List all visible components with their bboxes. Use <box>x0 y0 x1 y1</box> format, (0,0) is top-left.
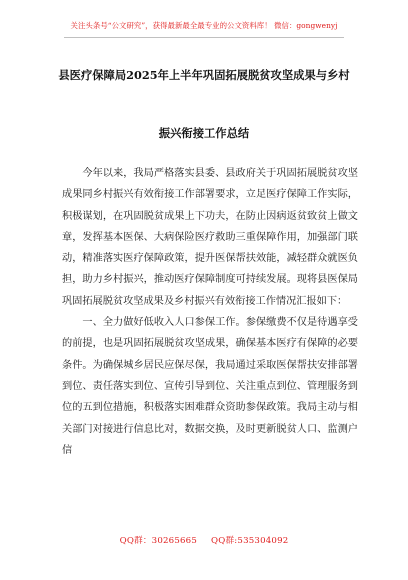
footer-qq-group-1: QQ群：30265665 <box>119 536 198 546</box>
header-divider <box>64 37 344 38</box>
footer-qq-group-2: QQ群:535304092 <box>211 536 289 546</box>
document-title-line-1: 县医疗保障局2025年上半年巩固拓展脱贫攻坚成果与乡村 <box>58 68 350 82</box>
footer-qq-groups <box>120 534 289 546</box>
header-banner: 关注头条号“公文研究”，获得最新最全最专业的公文资料库！ 微信：gongwenyj <box>70 21 338 30</box>
body-paragraph-intro: 今年以来，我局严格落实县委、县政府关于巩固拓展脱贫攻坚成果同乡村振兴有效衔接工作部署要求，立足医疗保障工作实际，积极谋划，在巩固脱贫成果上下功夫，在防止因病返贫致贫上做文章，发挥基本医保、大病保险医疗救助三重保障作用，加强部门联动，精准落实医疗保障政策，提升医保帮扶效能，减轻群众就医负担，助力乡村振兴，推动医疗保障制度可持续发展。现将县医保局巩固拓展脱贫攻坚成果及乡村振兴有效衔接工作情况汇报如下： <box>62 168 358 307</box>
document-body <box>62 163 358 461</box>
body-paragraph-section-1: 一、全力做好低收入人口参保工作。参保缴费不仅是待遇享受的前提，也是巩固拓展脱贫攻坚成果，确保基本医疗有保障的必要条件。为确保城乡居民应保尽保，我局通过采取医保帮扶安排部署到位、责任落实到位、宣传引导到位、关注重点到位、管理服务到位的五到位措施，积极落实困难群众资助参保政策。我局主动与相关部门对接进行信息比对，数据交换，及时更新脱贫人口、监测户信 <box>62 317 358 456</box>
document-title-line-2: 振兴衔接工作总结 <box>158 126 250 140</box>
